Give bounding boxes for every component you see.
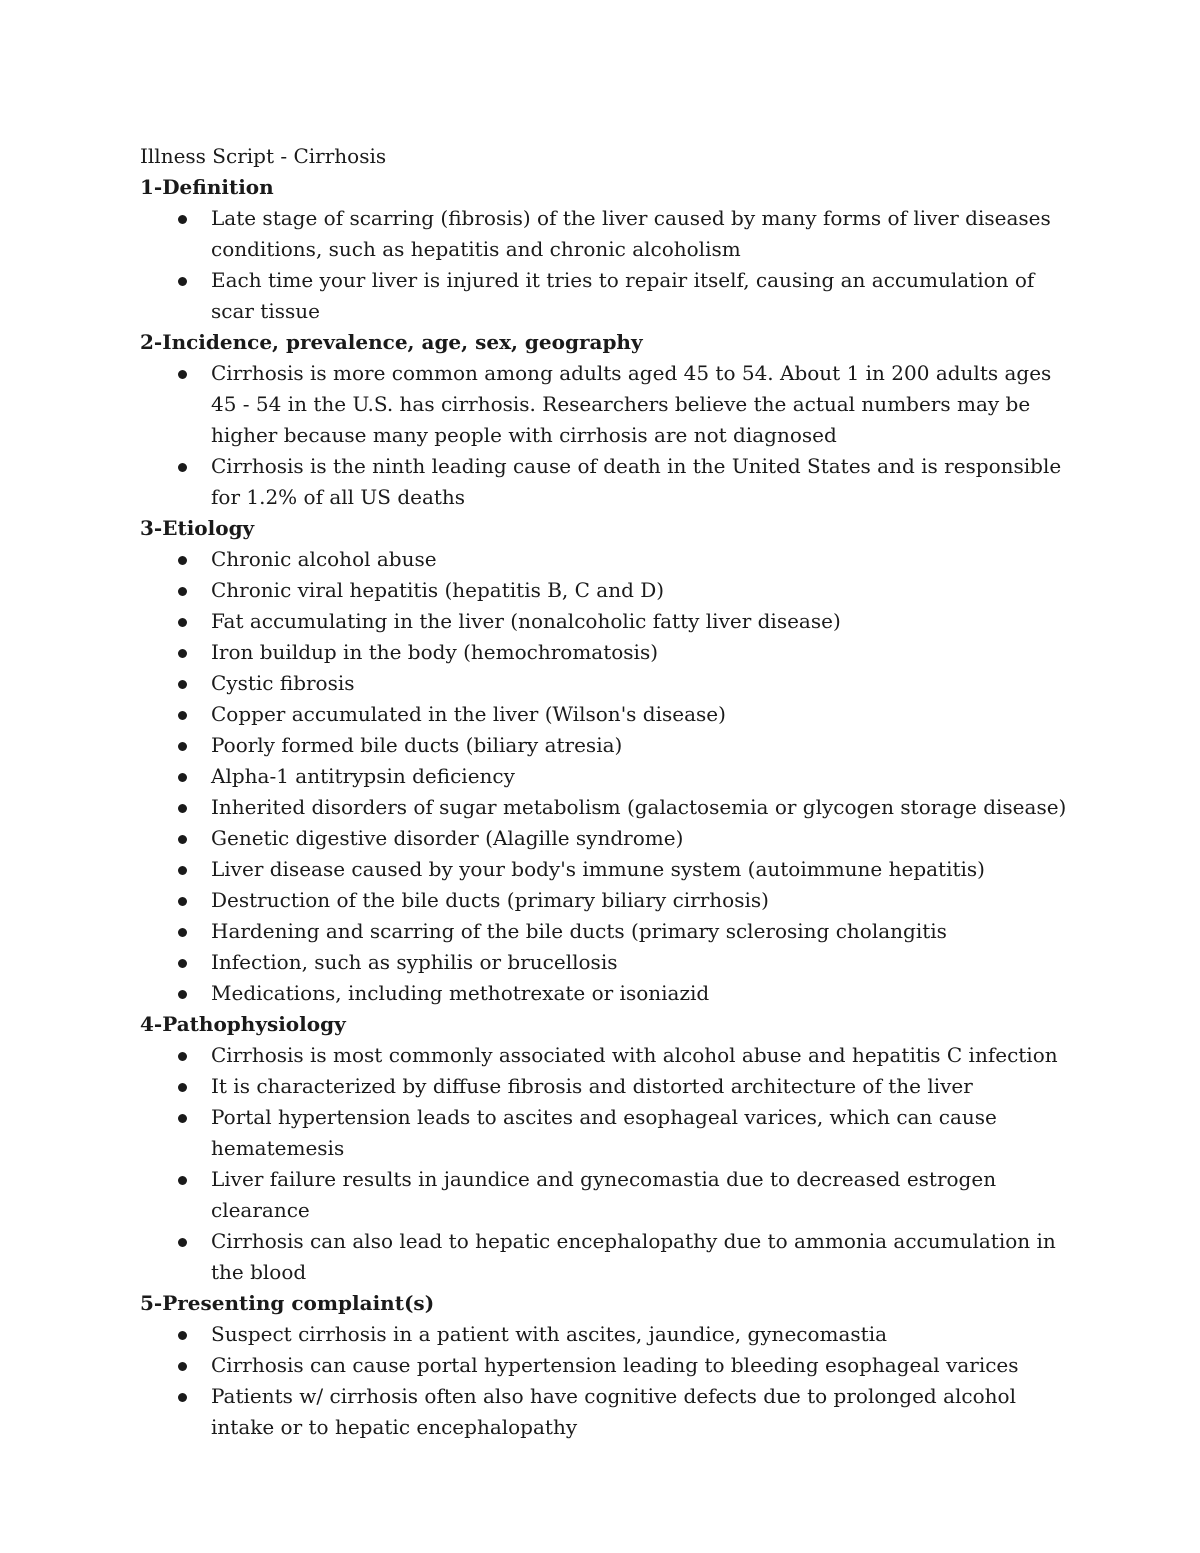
list-item-text: Cirrhosis is most commonly associated with alcohol abuse and hepatitis C infection — [211, 1043, 1058, 1067]
list-item — [211, 637, 1070, 668]
list-item — [211, 699, 1070, 730]
list-item — [211, 265, 1070, 327]
bullet-icon — [178, 897, 187, 906]
list-item-text: It is characterized by diffuse fibrosis and distorted architecture of the liver — [211, 1074, 973, 1098]
list-item — [211, 358, 1070, 451]
list-item-text: Inherited disorders of sugar metabolism (galactosemia or glycogen storage disease) — [211, 795, 1067, 819]
section-heading-pathophysiology: 4-Pathophysiology — [140, 1012, 346, 1036]
list-item-text: Liver failure results in jaundice and gynecomastia due to decreased estrogen clearance — [211, 1167, 997, 1222]
bullet-icon — [178, 711, 187, 720]
list-item — [211, 668, 1070, 699]
list-item-text: Infection, such as syphilis or brucellosis — [211, 950, 618, 974]
list-item-text: Iron buildup in the body (hemochromatosis) — [211, 640, 659, 664]
list-item-text: Alpha-1 antitrypsin deficiency — [211, 764, 515, 788]
bullet-icon — [178, 587, 187, 596]
list-item-text: Cirrhosis is the ninth leading cause of death in the United States and is responsible for 1.2% of all US deaths — [211, 454, 1062, 509]
list-item — [211, 1350, 1070, 1381]
list-item — [211, 203, 1070, 265]
bullet-icon — [178, 866, 187, 875]
list-item-text: Cirrhosis is more common among adults aged 45 to 54. About 1 in 200 adults ages 45 - 54 in the U.S. has cirrhosis. Researchers believe the actual numbers may be higher because many people with cirrhosis are not diagnosed — [211, 361, 1052, 447]
list-item — [211, 947, 1070, 978]
list-item-text: Poorly formed bile ducts (biliary atresia) — [211, 733, 623, 757]
list-item — [211, 575, 1070, 606]
list-item — [211, 1226, 1070, 1288]
list-item — [211, 606, 1070, 637]
list-item-text: Chronic alcohol abuse — [211, 547, 437, 571]
list-item-text: Hardening and scarring of the bile ducts (primary sclerosing cholangitis — [211, 919, 947, 943]
bullet-icon — [178, 463, 187, 472]
list-item-text: Chronic viral hepatitis (hepatitis B, C and D) — [211, 578, 665, 602]
list-item — [211, 451, 1070, 513]
bullet-icon — [178, 959, 187, 968]
list-item-text: Suspect cirrhosis in a patient with ascites, jaundice, gynecomastia — [211, 1322, 888, 1346]
list-item-text: Each time your liver is injured it tries to repair itself, causing an accumulation of scar tissue — [211, 268, 1035, 323]
bullet-icon — [178, 1362, 187, 1371]
bullet-icon — [178, 928, 187, 937]
list-item — [211, 1319, 1070, 1350]
bullet-icon — [178, 556, 187, 565]
bullet-icon — [178, 215, 187, 224]
list-item-text: Medications, including methotrexate or isoniazid — [211, 981, 710, 1005]
section-heading-etiology: 3-Etiology — [140, 516, 255, 540]
list-item-text: Late stage of scarring (fibrosis) of the liver caused by many forms of liver diseases conditions, such as hepatitis and chronic alcoholism — [211, 206, 1051, 261]
list-item — [211, 730, 1070, 761]
list-item — [211, 823, 1070, 854]
list-item — [211, 1381, 1070, 1443]
section-heading-definition: 1-Definition — [140, 175, 274, 199]
bullet-icon — [178, 990, 187, 999]
list-item-text: Fat accumulating in the liver (nonalcoholic fatty liver disease) — [211, 609, 841, 633]
section-heading-presenting-complaints: 5-Presenting complaint(s) — [140, 1291, 435, 1315]
bullet-icon — [178, 277, 187, 286]
list-item-text: Cirrhosis can also lead to hepatic encephalopathy due to ammonia accumulation in the blood — [211, 1229, 1056, 1284]
list-item-text: Genetic digestive disorder (Alagille syndrome) — [211, 826, 684, 850]
list-item-text: Cirrhosis can cause portal hypertension leading to bleeding esophageal varices — [211, 1353, 1019, 1377]
bullet-icon — [178, 1393, 187, 1402]
list-item-text: Portal hypertension leads to ascites and esophageal varices, which can cause hematemesis — [211, 1105, 997, 1160]
bullet-icon — [178, 1083, 187, 1092]
list-item-text: Destruction of the bile ducts (primary biliary cirrhosis) — [211, 888, 769, 912]
list-item — [211, 1102, 1070, 1164]
list-item — [211, 1164, 1070, 1226]
bullet-icon — [178, 1114, 187, 1123]
list-item — [211, 854, 1070, 885]
bullet-icon — [178, 370, 187, 379]
presenting-complaints-list — [140, 1319, 1070, 1443]
list-item-text: Patients w/ cirrhosis often also have cognitive defects due to prolonged alcohol intake or to hepatic encephalopathy — [211, 1384, 1016, 1439]
bullet-icon — [178, 680, 187, 689]
list-item — [211, 761, 1070, 792]
bullet-icon — [178, 649, 187, 658]
definition-list — [140, 203, 1070, 327]
bullet-icon — [178, 773, 187, 782]
etiology-list — [140, 544, 1070, 1009]
list-item — [211, 1040, 1070, 1071]
bullet-icon — [178, 1052, 187, 1061]
bullet-icon — [178, 1331, 187, 1340]
list-item-text: Cystic fibrosis — [211, 671, 355, 695]
bullet-icon — [178, 835, 187, 844]
list-item — [211, 978, 1070, 1009]
bullet-icon — [178, 1238, 187, 1247]
list-item — [211, 544, 1070, 575]
list-item-text: Liver disease caused by your body's immune system (autoimmune hepatitis) — [211, 857, 985, 881]
list-item — [211, 916, 1070, 947]
bullet-icon — [178, 1176, 187, 1185]
list-item — [211, 1071, 1070, 1102]
incidence-list — [140, 358, 1070, 513]
document-title: Illness Script - Cirrhosis — [140, 144, 387, 168]
bullet-icon — [178, 804, 187, 813]
list-item — [211, 792, 1070, 823]
section-heading-incidence: 2-Incidence, prevalence, age, sex, geography — [140, 330, 643, 354]
list-item — [211, 885, 1070, 916]
document-page — [140, 141, 1070, 1443]
list-item-text: Copper accumulated in the liver (Wilson's disease) — [211, 702, 726, 726]
bullet-icon — [178, 618, 187, 627]
pathophysiology-list — [140, 1040, 1070, 1288]
bullet-icon — [178, 742, 187, 751]
